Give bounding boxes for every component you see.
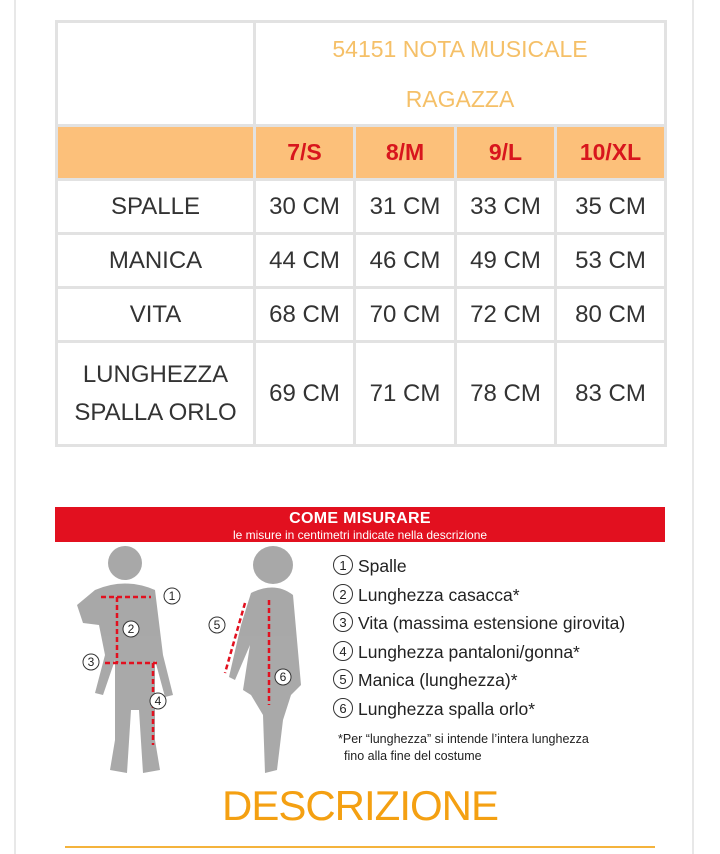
size-header-cell: 10/XL <box>556 126 666 180</box>
legend-number: 3 <box>333 612 353 632</box>
legend-number: 5 <box>333 669 353 689</box>
table-cell: 80 CM <box>556 288 666 342</box>
table-cell: 70 CM <box>355 288 456 342</box>
size-table <box>55 20 667 447</box>
product-title-line1: 54151 NOTA MUSICALE <box>332 35 588 62</box>
description-heading: DESCRIZIONE <box>221 782 499 829</box>
legend-item <box>333 609 673 638</box>
legend-text: Spalle <box>358 556 407 576</box>
legend-text: Lunghezza spalla orlo* <box>358 698 536 719</box>
product-title-line2: RAGAZZA <box>405 85 515 112</box>
footnote-line: *Per “lunghezza” si intende l’intera lunghezza <box>338 732 589 746</box>
table-cell: 83 CM <box>556 342 666 446</box>
figure-marker-6 <box>275 669 291 685</box>
table-cell: 33 CM <box>456 180 556 234</box>
row-label-line: LUNGHEZZA <box>82 360 229 388</box>
length-footnote <box>338 731 678 765</box>
table-row <box>57 288 666 342</box>
guide-title: COME MISURARE <box>289 510 431 527</box>
legend-item <box>333 695 673 724</box>
row-label-line: SPALLA ORLO <box>74 398 237 426</box>
legend-item <box>333 581 673 610</box>
figure-marker-1 <box>164 588 180 604</box>
table-cell: 71 CM <box>355 342 456 446</box>
table-cell: 78 CM <box>456 342 556 446</box>
legend-number: 4 <box>333 641 353 661</box>
row-label <box>57 342 255 446</box>
table-row <box>57 180 666 234</box>
measure-legend <box>333 552 673 723</box>
child-silhouettes <box>55 545 325 777</box>
row-label: SPALLE <box>57 180 255 234</box>
table-cell: 49 CM <box>456 234 556 288</box>
figure-label: 2 <box>127 622 135 636</box>
legend-text: Lunghezza pantaloni/gonna* <box>358 641 580 662</box>
table-cell: 31 CM <box>355 180 456 234</box>
figure-label: 5 <box>213 618 221 632</box>
legend-number: 6 <box>333 698 353 718</box>
figure-marker-4 <box>150 693 166 709</box>
page-border-right <box>692 0 694 854</box>
table-cell: 30 CM <box>255 180 355 234</box>
legend-text: Vita (massima estensione girovita) <box>358 613 626 633</box>
footnote-line: fino alla fine del costume <box>344 749 482 763</box>
table-cell: 69 CM <box>255 342 355 446</box>
table-cell: 68 CM <box>255 288 355 342</box>
child-side-silhouette <box>229 546 301 773</box>
description-divider <box>65 846 655 848</box>
guide-header-banner <box>55 507 665 542</box>
legend-item <box>333 666 673 695</box>
table-row <box>57 342 666 446</box>
size-header-cell: 7/S <box>255 126 355 180</box>
figure-label: 3 <box>87 655 95 669</box>
figure-marker-5 <box>209 617 225 633</box>
product-title-cell <box>255 22 666 126</box>
size-header-empty <box>57 126 255 180</box>
size-header-cell: 8/M <box>355 126 456 180</box>
legend-text: Lunghezza casacca* <box>358 584 520 605</box>
table-cell: 44 CM <box>255 234 355 288</box>
legend-number: 2 <box>333 584 353 604</box>
legend-number: 1 <box>333 555 353 575</box>
figure-marker-2 <box>123 621 139 637</box>
page-border-left <box>14 0 16 854</box>
empty-corner-cell <box>57 22 255 126</box>
table-cell: 35 CM <box>556 180 666 234</box>
size-header-row <box>57 126 666 180</box>
table-cell: 46 CM <box>355 234 456 288</box>
figure-marker-3 <box>83 654 99 670</box>
table-title-row <box>57 22 666 126</box>
legend-item <box>333 552 673 581</box>
legend-item <box>333 638 673 667</box>
measure-guide <box>55 507 665 777</box>
figure-label: 4 <box>154 694 162 708</box>
table-cell: 72 CM <box>456 288 556 342</box>
size-header-cell: 9/L <box>456 126 556 180</box>
legend-text: Manica (lunghezza)* <box>358 670 518 690</box>
table-row <box>57 234 666 288</box>
row-label: VITA <box>57 288 255 342</box>
guide-subtitle: le misure in centimetri indicate nella descrizione <box>232 528 488 542</box>
figure-label: 1 <box>168 589 176 603</box>
row-label: MANICA <box>57 234 255 288</box>
table-cell: 53 CM <box>556 234 666 288</box>
figure-label: 6 <box>279 670 287 684</box>
